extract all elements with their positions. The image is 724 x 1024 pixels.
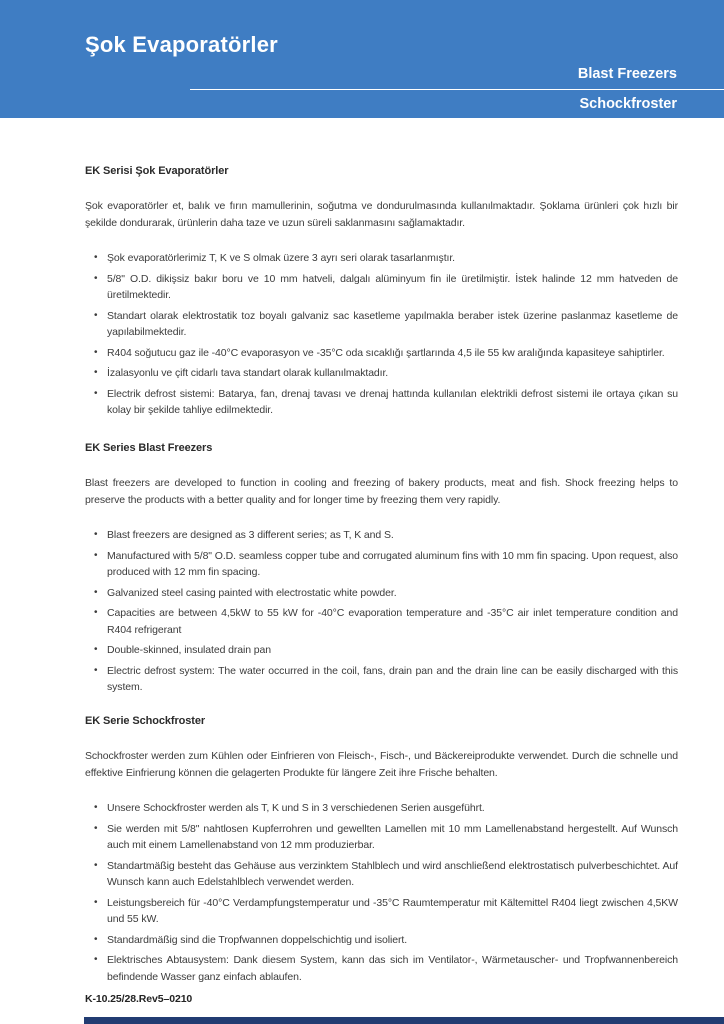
bullet-text: Standardmäßig sind die Tropfwannen doppelschichtig und isoliert. xyxy=(107,933,408,946)
bullet-list xyxy=(85,527,678,696)
bullet-item xyxy=(85,365,678,382)
bullet-text: İzalasyonlu ve çift cidarlı tava standart olarak kullanılmaktadır. xyxy=(107,367,389,379)
bullet-marker-icon: • xyxy=(94,896,98,908)
footer-document-code: K-10.25/28.Rev5–0210 xyxy=(85,993,193,1005)
section-german xyxy=(85,714,678,989)
bullet-item xyxy=(85,386,678,419)
bullet-marker-icon: • xyxy=(94,644,98,655)
bullet-text: Leistungsbereich für -40°C Verdampfungstemperatur und -35°C Raumtemperatur mit Kältemittel R404 liegt zwischen 4,5KW und 55 kW. xyxy=(107,896,678,925)
bullet-text: Sie werden mit 5/8" nahtlosen Kupferrohren und gewellten Lamellen mit 10 mm Lamellenabstand hergestellt. Auf Wunsch auch mit einem Lamellenabstand von 12 mm produzierbar. xyxy=(107,822,678,851)
bullet-marker-icon: • xyxy=(94,549,98,561)
bullet-item xyxy=(85,952,678,985)
bullet-text: Electrik defrost sistemi: Batarya, fan, drenaj tavası ve drenaj hattında kullanılan elektrikli defrost sistemi ile ortaya çıkan su kolay bir şekilde tahliye edilmektedir. xyxy=(107,387,678,416)
section-paragraph: Şok evaporatörler et, balık ve fırın mamullerinin, soğutma ve dondurulmasında kullanılmaktadır. Şoklama ürünleri çok hızlı bir şekilde dondurarak, ürünlerin daha taze ve uzun süreli saklanmasını sağlamaktadır. xyxy=(85,200,678,229)
footer-bar xyxy=(84,1017,724,1024)
bullet-text: Standartmäßig besteht das Gehäuse aus verzinktem Stahlblech und wird anschließend elektrostatisch pulverbeschichtet. Auf Wunsch kann auch Edelstahlblech verwendet werden. xyxy=(107,859,678,888)
bullet-text: Manufactured with 5/8" O.D. seamless copper tube and corrugated aluminum fins with 10 mm fin spacing. Upon request, also produced with 12 mm fin spacing. xyxy=(107,549,678,578)
section-paragraph: Schockfroster werden zum Kühlen oder Einfrieren von Fleisch-, Fisch-, und Bäckereiprodukte verwendet. Durch die schnelle und effektive Einfrierung können die gelagerten Produkte für längere Zeit ihre Frische behalten. xyxy=(85,750,678,779)
bullet-item xyxy=(85,527,678,544)
bullet-text: Standart olarak elektrostatik toz boyalı galvaniz sac kasetleme yapılmakla beraber istek üzerine paslanmaz kasetleme de yapılabilmektedir. xyxy=(107,309,678,338)
bullet-text: Şok evaporatörlerimiz T, K ve S olmak üzere 3 ayrı seri olarak tasarlanmıştır. xyxy=(107,252,455,264)
bullet-item xyxy=(85,932,678,949)
bullet-marker-icon: • xyxy=(94,607,98,618)
section-paragraph: Blast freezers are developed to function in cooling and freezing of bakery products, meat and fish. Shock freezing helps to preserve the products with a better quality and for longer time by freezing them very rapidly. xyxy=(85,477,678,506)
bullet-text: Double-skinned, insulated drain pan xyxy=(107,644,272,656)
subtitle-schockfroster: Schockfroster xyxy=(579,96,677,112)
bullet-item xyxy=(85,800,678,817)
bullet-marker-icon: • xyxy=(94,954,98,965)
bullet-list xyxy=(85,800,678,985)
bullet-item xyxy=(85,308,678,341)
bullet-item xyxy=(85,271,678,304)
subtitle-blast-freezers: Blast Freezers xyxy=(577,66,677,82)
section-english xyxy=(85,441,678,700)
bullet-text: Capacities are between 4,5kW to 55 kW for -40°C evaporation temperature and -35°C air inlet temperature condition and R404 refrigerant xyxy=(107,607,678,636)
bullet-marker-icon: • xyxy=(94,933,98,945)
bullet-text: Unsere Schockfroster werden als T, K und S in 3 verschiedenen Serien ausgeführt. xyxy=(107,802,485,814)
bullet-marker-icon: • xyxy=(94,367,98,378)
bullet-text: Galvanized steel casing painted with electrostatic white powder. xyxy=(107,586,397,599)
bullet-marker-icon: • xyxy=(94,586,98,598)
bullet-marker-icon: • xyxy=(94,387,98,399)
bullet-marker-icon: • xyxy=(94,859,98,871)
bullet-item xyxy=(85,858,678,891)
bullet-text: Blast freezers are designed as 3 different series; as T, K and S. xyxy=(107,529,394,541)
bullet-item xyxy=(85,345,678,362)
bullet-marker-icon: • xyxy=(94,802,98,813)
bullet-item xyxy=(85,895,678,928)
bullet-text: Elektrisches Abtausystem: Dank diesem System, kann das sich im Ventilator-, Wärmetauscher- und Tropfwannenbereich befindende Wasser ganz einfach ablaufen. xyxy=(107,954,678,983)
bullet-marker-icon: • xyxy=(94,309,98,321)
header-band xyxy=(0,0,724,118)
bullet-marker-icon: • xyxy=(94,252,98,263)
bullet-marker-icon: • xyxy=(94,822,98,834)
bullet-marker-icon: • xyxy=(94,664,98,676)
bullet-item xyxy=(85,250,678,267)
bullet-item xyxy=(85,663,678,696)
section-heading: EK Series Blast Freezers xyxy=(85,442,213,454)
bullet-marker-icon: • xyxy=(94,346,98,358)
section-turkish xyxy=(85,164,678,423)
bullet-list xyxy=(85,250,678,419)
bullet-item xyxy=(85,642,678,659)
bullet-item xyxy=(85,821,678,854)
bullet-item xyxy=(85,605,678,638)
bullet-item xyxy=(85,585,678,602)
bullet-text: Electric defrost system: The water occurred in the coil, fans, drain pan and the drain line can be easily discharged with this system. xyxy=(107,664,678,693)
page-title: Şok Evaporatörler xyxy=(85,32,278,57)
section-heading: EK Serie Schockfroster xyxy=(85,715,206,727)
header-rule xyxy=(190,89,724,90)
bullet-text: R404 soğutucu gaz ile -40°C evaporasyon ve -35°C oda sıcaklığı şartlarında 4,5 ile 55 kw aralığında kapasiteye sahiptirler. xyxy=(107,346,665,359)
bullet-marker-icon: • xyxy=(94,529,98,540)
bullet-text: 5/8" O.D. dikişsiz bakır boru ve 10 mm hatveli, dalgalı alüminyum fin ile üretilmiştir. İstek halinde 12 mm hatveden de üretilmektedir. xyxy=(107,272,678,301)
bullet-item xyxy=(85,548,678,581)
bullet-marker-icon: • xyxy=(94,272,98,284)
section-heading: EK Serisi Şok Evaporatörler xyxy=(85,165,229,177)
